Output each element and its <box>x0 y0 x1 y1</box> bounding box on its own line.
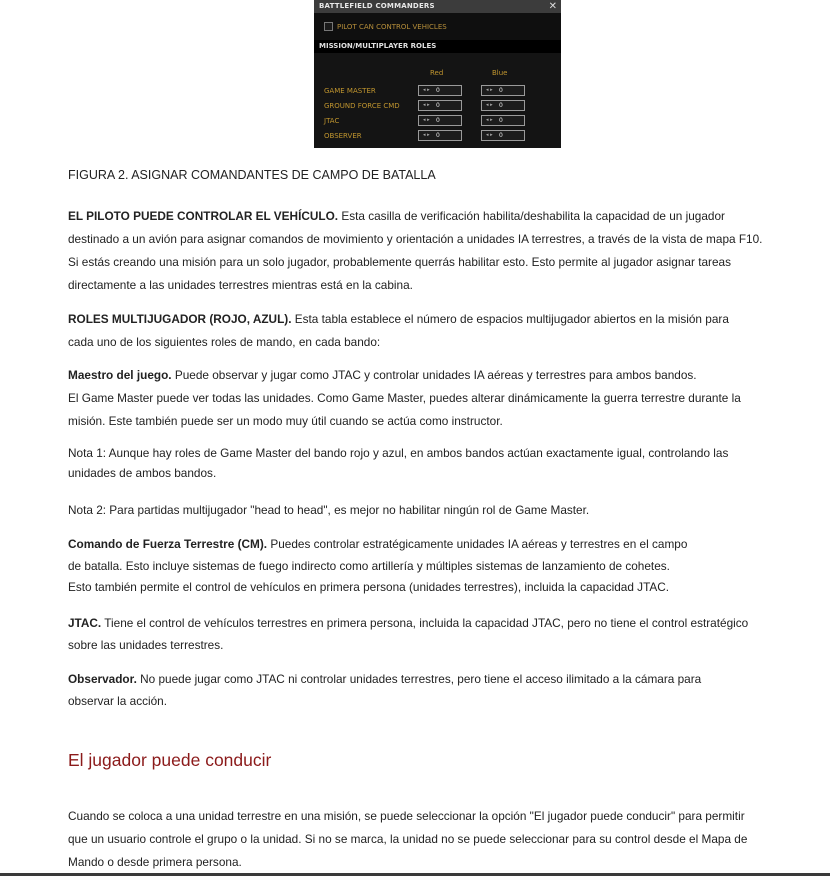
paragraph-game-master <box>68 364 788 433</box>
term-bold: EL PILOTO PUEDE CONTROLAR EL VEHÍCULO. <box>68 209 339 223</box>
text-span: No puede jugar como JTAC ni controlar unidades terrestres, pero tiene el acceso ilimitado a la cámara para <box>136 672 702 686</box>
role-row-ground-force-cmd <box>314 100 561 113</box>
paragraph-observer <box>68 668 788 712</box>
stepper-arrows-icon[interactable]: ◂ ▸ <box>423 87 430 93</box>
text-line <box>68 668 788 690</box>
stepper-value: 0 <box>499 132 503 139</box>
text-span: Puede observar y jugar como JTAC y controlar unidades IA aéreas y terrestres para ambos bandos. <box>171 368 697 382</box>
stepper-arrows-icon[interactable]: ◂ ▸ <box>486 117 493 123</box>
paragraph-multiplayer-roles <box>68 308 788 354</box>
text-line: Nota 1: Aunque hay roles de Game Master del bando rojo y azul, en ambos bandos actúan exactamente igual, controlando las <box>68 446 729 460</box>
text-line: Esto también permite el control de vehículos en primera persona (unidades terrestres), incluida la capacidad JTAC. <box>68 580 670 594</box>
text-line <box>68 308 788 331</box>
text-line: Si estás creando una misión para un solo jugador, probablemente querrás habilitar esto. Esto permite al jugador asignar tareas <box>68 255 731 269</box>
text-line: que un usuario controle el grupo o la unidad. Si no se marca, la unidad no se puede seleccionar para su control desde el Mapa de <box>68 832 748 846</box>
text-line <box>68 612 788 634</box>
red-count-stepper[interactable] <box>418 100 462 111</box>
blue-count-stepper[interactable] <box>481 115 525 126</box>
term-bold: ROLES MULTIJUGADOR (ROJO, AZUL). <box>68 312 292 326</box>
battlefield-commanders-panel <box>314 0 561 148</box>
blue-count-stepper[interactable] <box>481 130 525 141</box>
red-count-stepper[interactable] <box>418 85 462 96</box>
text-line <box>68 205 788 228</box>
text-line: sobre las unidades terrestres. <box>68 638 224 652</box>
text-line: cada uno de los siguientes roles de mando, en cada bando: <box>68 335 381 349</box>
text-span: Tiene el control de vehículos terrestres en primera persona, incluida la capacidad JTAC, pero no tiene el control estratégico <box>101 616 749 630</box>
stepper-value: 0 <box>499 117 503 124</box>
text-span: Puedes controlar estratégicamente unidades IA aéreas y terrestres en el campo <box>267 537 688 551</box>
column-red: Red <box>430 69 444 77</box>
paragraph-note-2 <box>68 499 788 522</box>
stepper-value: 0 <box>436 132 440 139</box>
roles-table <box>314 53 561 148</box>
blue-count-stepper[interactable] <box>481 100 525 111</box>
stepper-arrows-icon[interactable]: ◂ ▸ <box>423 102 430 108</box>
red-count-stepper[interactable] <box>418 130 462 141</box>
role-row-observer <box>314 130 561 143</box>
text-line: Mando o desde primera persona. <box>68 855 242 869</box>
paragraph-ground-force <box>68 533 788 598</box>
stepper-arrows-icon[interactable]: ◂ ▸ <box>423 132 430 138</box>
text-line: observar la acción. <box>68 694 168 708</box>
role-label: OBSERVER <box>324 132 362 140</box>
text-line: misión. Este también puede ser un modo muy útil cuando se actúa como instructor. <box>68 414 503 428</box>
text-line: unidades de ambos bandos. <box>68 466 217 480</box>
roles-section-title: MISSION/MULTIPLAYER ROLES <box>314 40 561 53</box>
text-line: El Game Master puede ver todas las unidades. Como Game Master, puedes alterar dinámicamente la guerra terrestre durante la <box>68 391 741 405</box>
term-bold: Maestro del juego. <box>68 368 172 382</box>
panel-title: BATTLEFIELD COMMANDERS <box>314 0 561 13</box>
pilot-control-checkbox[interactable] <box>324 22 333 31</box>
stepper-value: 0 <box>499 102 503 109</box>
role-label: GAME MASTER <box>324 87 376 95</box>
text-line: Cuando se coloca a una unidad terrestre en una misión, se puede seleccionar la opción "El jugador puede conducir" para permitir <box>68 809 745 823</box>
stepper-arrows-icon[interactable]: ◂ ▸ <box>423 117 430 123</box>
figure-caption: FIGURA 2. ASIGNAR COMANDANTES DE CAMPO DE BATALLA <box>68 168 436 182</box>
paragraph-player-can-drive <box>68 805 788 874</box>
role-row-game-master <box>314 85 561 98</box>
column-blue: Blue <box>492 69 508 77</box>
red-count-stepper[interactable] <box>418 115 462 126</box>
stepper-value: 0 <box>436 117 440 124</box>
text-line: directamente a las unidades terrestres mientras está en la cabina. <box>68 278 413 292</box>
paragraph-note-1 <box>68 443 788 483</box>
stepper-value: 0 <box>436 87 440 94</box>
section-heading: El jugador puede conducir <box>68 750 272 770</box>
text-line: Nota 2: Para partidas multijugador "head to head", es mejor no habilitar ningún rol de Game Master. <box>68 503 590 517</box>
pilot-control-label: PILOT CAN CONTROL VEHICLES <box>337 23 447 31</box>
text-line <box>68 533 788 556</box>
term-bold: Comando de Fuerza Terrestre (CM). <box>68 537 268 551</box>
text-line <box>68 364 788 387</box>
stepper-arrows-icon[interactable]: ◂ ▸ <box>486 102 493 108</box>
stepper-value: 0 <box>499 87 503 94</box>
term-bold: Observador. <box>68 672 137 686</box>
role-row-jtac <box>314 115 561 128</box>
stepper-arrows-icon[interactable]: ◂ ▸ <box>486 132 493 138</box>
text-span: Esta tabla establece el número de espacios multijugador abiertos en la misión para <box>291 312 729 326</box>
role-label: JTAC <box>324 117 340 125</box>
stepper-value: 0 <box>436 102 440 109</box>
text-line: de batalla. Esto incluye sistemas de fuego indirecto como artillería y múltiples sistemas de lanzamiento de cohetes. <box>68 559 670 573</box>
stepper-arrows-icon[interactable]: ◂ ▸ <box>486 87 493 93</box>
text-line: destinado a un avión para asignar comandos de movimiento y orientación a unidades IA terrestres, a través de la vista de mapa F10. <box>68 232 763 246</box>
close-icon[interactable]: ✕ <box>548 1 557 12</box>
role-label: GROUND FORCE CMD <box>324 102 400 110</box>
text-span: Esta casilla de verificación habilita/deshabilita la capacidad de un jugador <box>338 209 725 223</box>
paragraph-pilot-control <box>68 205 788 297</box>
blue-count-stepper[interactable] <box>481 85 525 96</box>
term-bold: JTAC. <box>68 616 102 630</box>
paragraph-jtac <box>68 612 788 656</box>
